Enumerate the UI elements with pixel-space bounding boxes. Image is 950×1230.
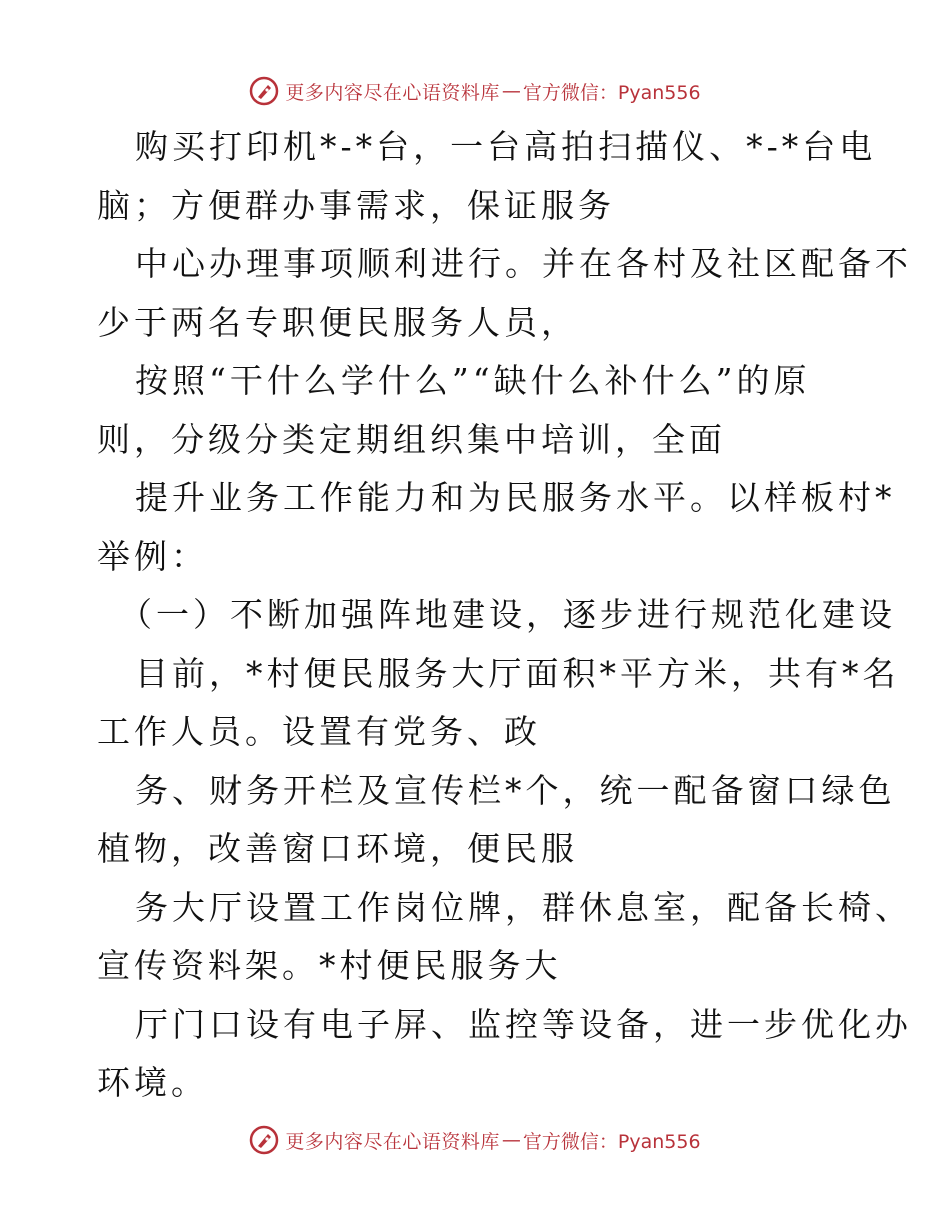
watermark-dash: — <box>501 1129 521 1151</box>
text-line: 购买打印机*-*台，一台高拍扫描仪、*-*台电 <box>135 127 877 166</box>
watermark-dash: — <box>501 80 521 102</box>
pen-nib-circle-icon <box>249 1125 279 1155</box>
watermark-wechat: 官方微信：Pyan556 <box>522 81 701 104</box>
text-line: 脑；方便群办事需求，保证服务 <box>97 185 615 225</box>
header-watermark <box>0 71 950 111</box>
watermark-wechat: 官方微信：Pyan556 <box>522 1130 701 1153</box>
text-line: 工作人员。设置有党务、政 <box>97 712 541 751</box>
text-line: 务、财务开栏及宣传栏*个，统一配备窗口绿色 <box>135 770 896 810</box>
text-line: 宣传资料架。*村便民服务大 <box>97 946 562 985</box>
section-heading: （一）不断加强阵地建设，逐步进行规范化建设 <box>119 595 896 634</box>
text-line: 植物，改善窗口环境，便民服 <box>97 829 578 868</box>
text-line: 提升业务工作能力和为民服务水平。以样板村* <box>135 478 896 517</box>
footer-watermark <box>0 1120 950 1160</box>
text-line: 目前，*村便民服务大厅面积*平方米，共有*名 <box>135 653 900 693</box>
text-line: 则，分级分类定期组织集中培训，全面 <box>97 419 726 459</box>
text-line: 中心办理事项顺利进行。并在各村及社区配备不 <box>135 244 912 283</box>
text-line: 按照“干什么学什么”“缺什么补什么”的原 <box>135 361 811 400</box>
text-line: 厅门口设有电子屏、监控等设备，进一步优化办 <box>135 1004 912 1044</box>
text-line: 少于两名专职便民服务人员， <box>97 302 578 342</box>
watermark-text: 更多内容尽在心语资料库 <box>285 81 500 104</box>
watermark-text: 更多内容尽在心语资料库 <box>285 1130 500 1153</box>
text-line: 环境。 <box>97 1063 208 1102</box>
text-line: 务大厅设置工作岗位牌，群休息室，配备长椅、 <box>135 887 912 927</box>
document-body <box>97 118 912 1113</box>
text-line: 举例： <box>97 536 208 576</box>
pen-nib-circle-icon <box>249 76 279 106</box>
